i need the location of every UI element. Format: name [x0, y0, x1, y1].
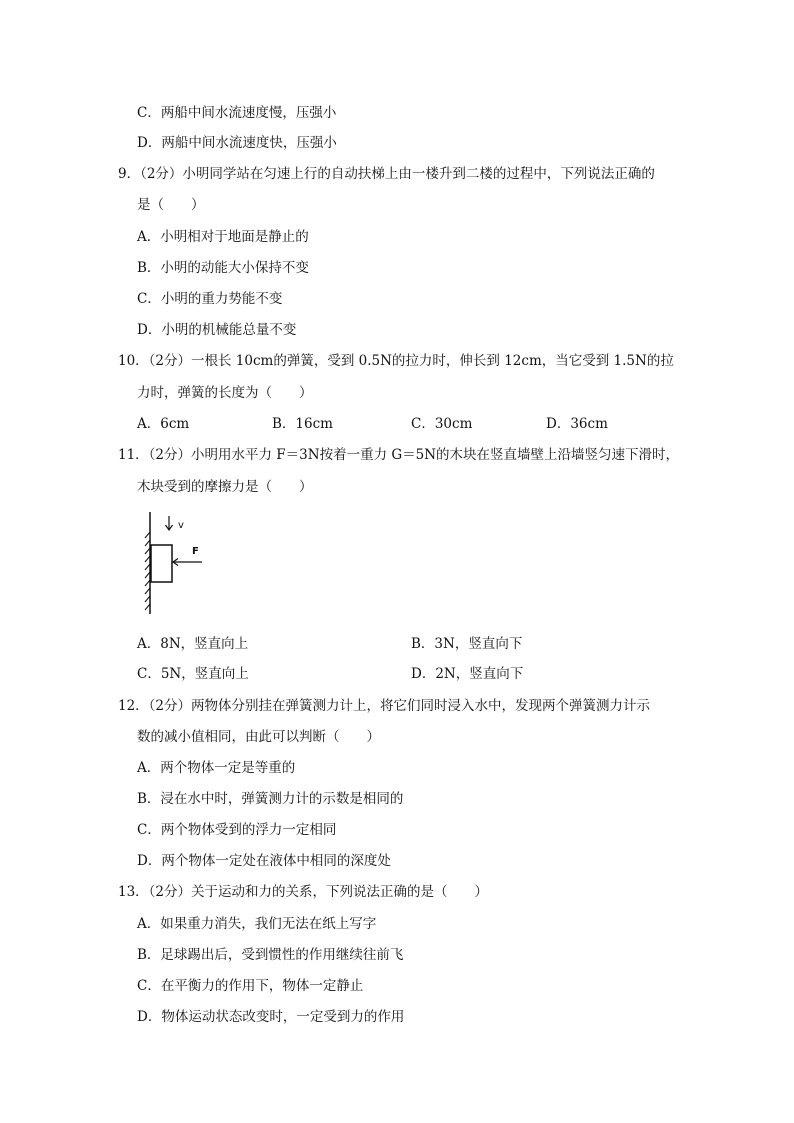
- q12-option-d: D．两个物体一定处在液体中相同的深度处: [137, 853, 391, 869]
- question-11-stem: 11．（2分）小明用水平力 F＝3N按着一重力 G＝5N的木块在竖直墙壁上沿墙竖匀速下滑时，: [118, 447, 680, 463]
- q10-option-c: C．30cm: [411, 416, 473, 432]
- question-12-stem: 12．（2分）两物体分别挂在弹簧测力计上，将它们同时浸入水中，发现两个弹簧测力计示: [118, 698, 651, 714]
- q9-option-c: C．小明的重力势能不变: [137, 291, 283, 307]
- wall-block-figure: [140, 510, 210, 616]
- option-c: C．两船中间水流速度慢，压强小: [137, 105, 337, 121]
- q10-option-a: A．6cm: [137, 416, 190, 432]
- q13-option-b: B．足球踢出后，受到惯性的作用继续往前飞: [137, 947, 404, 963]
- question-9-stem-cont: 是（ ）: [137, 197, 205, 213]
- velocity-label: v: [178, 520, 184, 531]
- wooden-block: [151, 545, 172, 582]
- question-9-stem: 9．（2分）小明同学站在匀速上行的自动扶梯上由一楼升到二楼的过程中，下列说法正确的: [118, 166, 655, 182]
- q9-option-d: D．小明的机械能总量不变: [137, 322, 297, 338]
- q12-option-b: B．浸在水中时，弹簧测力计的示数是相同的: [137, 791, 404, 807]
- wall-block-diagram: [140, 510, 210, 616]
- q10-option-d: D．36cm: [546, 416, 608, 432]
- q12-option-c: C．两个物体受到的浮力一定相同: [137, 822, 337, 838]
- q11-option-d: D．2N，竖直向下: [411, 666, 524, 682]
- q11-option-a: A．8N，竖直向上: [137, 636, 249, 652]
- q13-option-c: C．在平衡力的作用下，物体一定静止: [137, 978, 364, 994]
- question-10-stem-cont: 力时，弹簧的长度为（ ）: [137, 385, 313, 401]
- question-11-stem-cont: 木块受到的摩擦力是（ ）: [137, 479, 313, 495]
- q13-option-a: A．如果重力消失，我们无法在纸上写字: [137, 916, 377, 932]
- q11-option-c: C．5N，竖直向上: [137, 666, 249, 682]
- question-13-stem: 13．（2分）关于运动和力的关系，下列说法正确的是（ ）: [118, 884, 489, 900]
- q9-option-a: A．小明相对于地面是静止的: [137, 229, 309, 245]
- q9-option-b: B．小明的动能大小保持不变: [137, 260, 309, 276]
- q11-option-b: B．3N，竖直向下: [411, 636, 523, 652]
- option-d: D．两船中间水流速度快，压强小: [137, 135, 337, 151]
- q12-option-a: A．两个物体一定是等重的: [137, 760, 296, 776]
- question-12-stem-cont: 数的减小值相同，由此可以判断（ ）: [137, 729, 380, 745]
- q13-option-d: D．物体运动状态改变时，一定受到力的作用: [137, 1009, 405, 1025]
- question-10-stem: 10．（2分）一根长 10cm的弹簧，受到 0.5N的拉力时，伸长到 12cm，当它受到 1.5N的拉: [118, 353, 674, 369]
- q10-option-b: B．16cm: [272, 416, 333, 432]
- force-label: F: [192, 546, 199, 557]
